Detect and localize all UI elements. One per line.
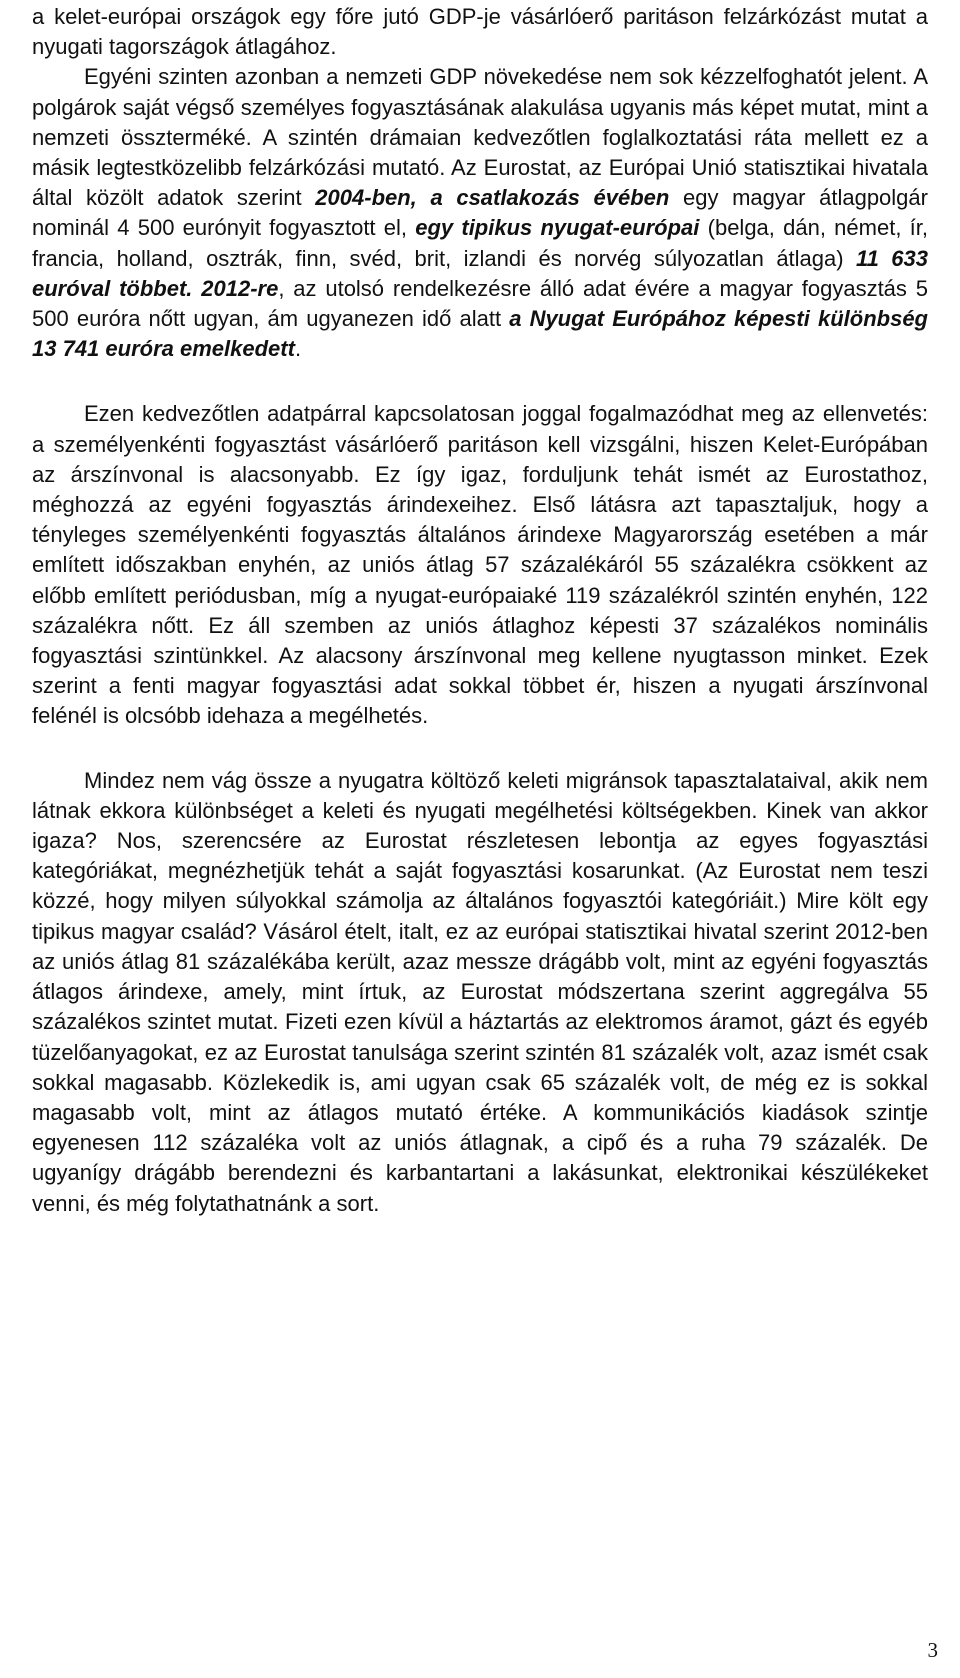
emphasis-gap-increase: a Nyugat Európához képesti különbség 13 741 euróra emelkedett (32, 306, 928, 362)
paragraph-1-text-b: egy magyar átlagpolgár nominál 4 500 eurónyit fogyasztott el, (32, 185, 928, 241)
emphasis-western-european: egy tipikus nyugat-európai (415, 215, 700, 241)
paragraph-1-text-c: (belga, dán, német, ír, francia, holland, osztrák, finn, svéd, brit, izlandi és norvég súlyozatlan átlaga) (32, 215, 928, 271)
paragraph-1-continued-text: a kelet-európai országok egy főre jutó GDP-je vásárlóerő paritáson felzárkózást mutat a nyugati tagországok átlagához. (32, 4, 928, 60)
paragraph-3-text: Mindez nem vág össze a nyugatra költöző keleti migránsok tapasztalataival, akik nem látnak ekkora különbséget a keleti és nyugati megélhetési költségekben. Kinek van akkor igaza? Nos, szerencsére az Eurostat részletesen lebontja az egyes fogyasztási kategóriákat, megnézhetjük tehát a saját fogyasztási kosarunkat. (Az Eurostat nem teszi közzé, hogy milyen súlyokkal számolja az általános fogyasztói kategóriáit.) Mire költ egy tipikus magyar család? Vásárol ételt, italt, ez az európai statisztikai hivatal szerint 2012-ben az uniós átlag 81 százalékába került, azaz messze drágább volt, mint az egyéni fogyasztás átlagos árindexe, amely, mint írtuk, az Eurostat módszertana szerint aggregálva 55 százalékos szintet mutat. Fizeti ezen kívül a háztartás az elektromos áramot, gázt és egyéb tüzelőanyagokat, ez az Eurostat tanulsága szerint szintén 81 százalék volt, azaz ismét csak sokkal magasabb. Közlekedik is, ami ugyan csak 65 százalék volt, de még ez is sokkal magasabb volt, mint az átlagos mutató értéke. A kommunikációs kiadások szintje egyenesen 112 százaléka volt az uniós átlagnak, a cipő és a ruha 79 százalék. De ugyanígy drágább berendezni és karbantartani a lakásunkat, elektronikai készülékeket venni, és még folytathatnánk a sort. (32, 767, 928, 1216)
paragraph-1-text-d: , az utolsó rendelkezésre álló adat évére a magyar fogyasztás 5 500 euróra nőtt ugyan, ám ugyanezen idő alatt (32, 275, 928, 332)
paragraph-1-space (192, 276, 201, 301)
paragraph-3 (32, 766, 928, 1219)
emphasis-accession-year: 2004-ben, a csatlakozás évében (315, 185, 670, 211)
paragraph-2 (32, 399, 928, 731)
paragraph-1-period: . (294, 336, 302, 362)
paragraph-1 (32, 2, 928, 364)
document-page (32, 0, 928, 1219)
emphasis-difference-amount: 11 633 euróval többet. (32, 245, 929, 301)
paragraph-2-text: Ezen kedvezőtlen adatpárral kapcsolatosan joggal fogalmazódhat meg az ellenvetés: a személyenkénti fogyasztást vásárlóerő paritáson kell vizsgálni, hiszen Kelet-Európában az árszínvonal is alacsonyabb. Ez így igaz, forduljunk tehát ismét az Eurostathoz, méghozzá az egyéni fogyasztás árindexeihez. Első látásra azt tapasztaljuk, hogy a tényleges személyenkénti fogyasztás általános árindexe Magyarország esetében a már említett időszakban enyhén, az uniós átlag 57 százalékáról 55 százalékra csökkent az előbb említett periódusban, míg a nyugat-európaiaké 119 százalékról szintén enyhén, 122 százalékra nőtt. Ez áll szemben az uniós átlaghoz képesti 37 százalékos nominális fogyasztási szintünkkel. Az alacsony árszínvonal meg kellene nyugtasson minket. Ezek szerint a fenti magyar fogyasztási adat sokkal többet ér, hiszen a nyugati árszínvonal felénél is olcsóbb idehaza a megélhetés. (32, 401, 928, 729)
page-number: 3 (927, 1638, 938, 1662)
emphasis-2012: 2012-re (201, 275, 279, 301)
paragraph-1-text-a: Egyéni szinten azonban a nemzeti GDP növekedése nem sok kézzelfoghatót jelent. A polgárok saját végső személyes fogyasztásának alakulása ugyanis más képet mutat, mint a nemzeti összterméké. A szintén drámaian kedvezőtlen foglalkoztatási ráta mellett ez a másik legtestközelibb felzárkózási mutató. Az Eurostat, az Európai Unió statisztikai hivatala által közölt adatok szerint (32, 64, 928, 211)
